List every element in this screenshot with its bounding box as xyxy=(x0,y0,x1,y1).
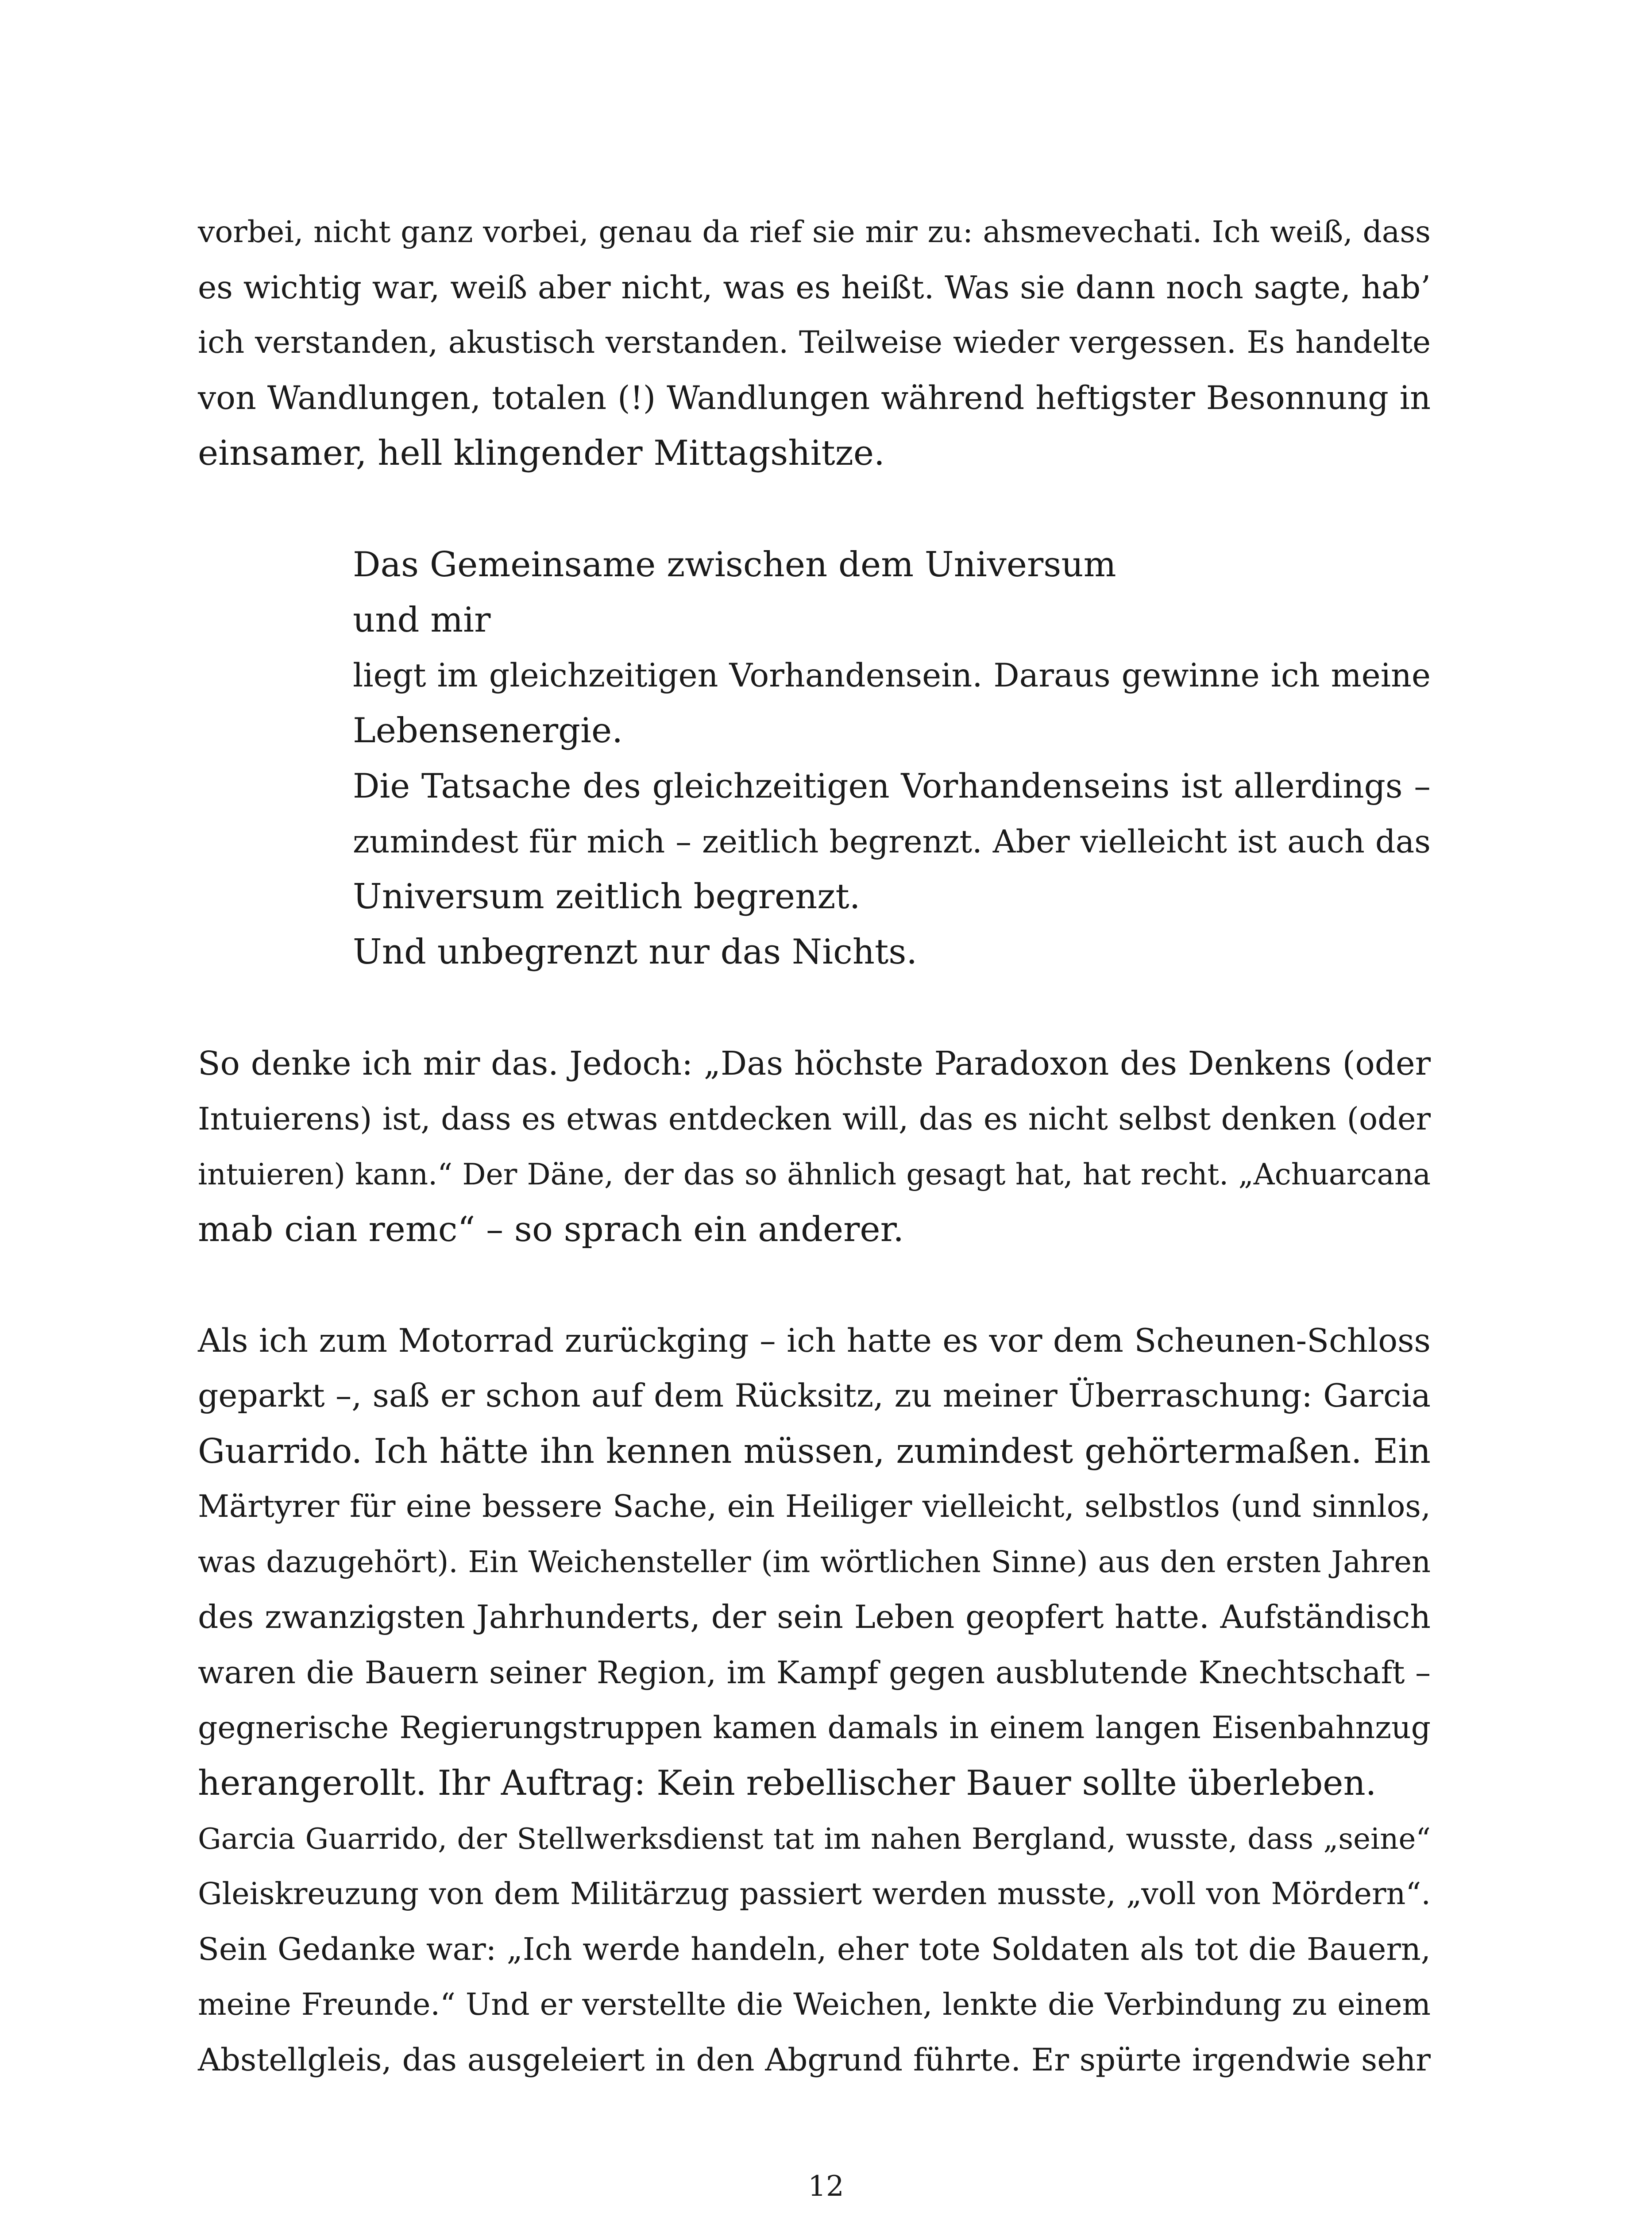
text-line: Guarrido. Ich hätte ihn kennen müssen, zumindest gehörtermaßen. Ein xyxy=(198,1432,1431,1471)
poem-line: Und unbegrenzt nur das Nichts. xyxy=(353,932,918,972)
text-line: Märtyrer für eine bessere Sache, ein Heiliger vielleicht, selbstlos (und sinnlos, xyxy=(198,1489,1431,1524)
text-line: Sein Gedanke war: „Ich werde handeln, eher tote Soldaten als tot die Bauern, xyxy=(198,1932,1431,1967)
text-line: intuieren) kann.“ Der Däne, der das so ähnlich gesagt hat, hat recht. „Achuarcana xyxy=(198,1157,1431,1191)
text-line: was dazugehört). Ein Weichensteller (im wörtlichen Sinne) aus den ersten Jahren xyxy=(198,1545,1431,1579)
poem-line: Lebensenergie. xyxy=(353,711,623,751)
text-line: Als ich zum Motorrad zurückging – ich hatte es vor dem Scheunen-Schloss xyxy=(198,1322,1431,1360)
text-line: gegnerische Regierungstruppen kamen damals in einem langen Eisenbahnzug xyxy=(198,1710,1431,1746)
poem-line: und mir xyxy=(353,600,491,640)
text-line: Gleiskreuzung von dem Militärzug passiert werden musste, „voll von Mördern“. xyxy=(198,1877,1431,1912)
text-line: von Wandlungen, totalen (!) Wandlungen während heftigster Besonnung in xyxy=(198,379,1431,417)
text-line: waren die Bauern seiner Region, im Kampf gegen ausblutende Knechtschaft – xyxy=(198,1655,1431,1691)
text-line: es wichtig war, weiß aber nicht, was es heißt. Was sie dann noch sagte, hab’ xyxy=(198,269,1431,306)
text-line: herangerollt. Ihr Auftrag: Kein rebellischer Bauer sollte überleben. xyxy=(198,1763,1377,1803)
poem-line: Universum zeitlich begrenzt. xyxy=(353,877,861,917)
poem-line: Die Tatsache des gleichzeitigen Vorhandenseins ist allerdings – xyxy=(353,767,1431,806)
page-number: 12 xyxy=(808,2170,844,2203)
poem-line: liegt im gleichzeitigen Vorhandensein. Daraus gewinne ich meine xyxy=(353,657,1431,694)
poem-line: Das Gemeinsame zwischen dem Universum xyxy=(353,545,1116,585)
text-line: geparkt –, saß er schon auf dem Rücksitz, zu meiner Überraschung: Garcia xyxy=(198,1377,1431,1415)
text-line: meine Freunde.“ Und er verstellte die Weichen, lenkte die Verbindung zu einem xyxy=(198,1987,1431,2022)
text-line: So denke ich mir das. Jedoch: „Das höchste Paradoxon des Denkens (oder xyxy=(198,1045,1431,1083)
text-line: Abstellgleis, das ausgeleiert in den Abgrund führte. Er spürte irgendwie sehr xyxy=(198,2042,1431,2078)
text-line: des zwanzigsten Jahrhunderts, der sein Leben geopfert hatte. Aufständisch xyxy=(198,1599,1431,1636)
text-line: vorbei, nicht ganz vorbei, genau da rief sie mir zu: ahsmevechati. Ich weiß, dass xyxy=(198,215,1431,250)
poem-line: zumindest für mich – zeitlich begrenzt. Aber vielleicht ist auch das xyxy=(353,823,1431,860)
text-line: einsamer, hell klingender Mittagshitze. xyxy=(198,433,885,473)
text-line: ich verstanden, akustisch verstanden. Teilweise wieder vergessen. Es handelte xyxy=(198,325,1431,360)
text-line: mab cian remc“ – so sprach ein anderer. xyxy=(198,1210,904,1249)
text-line: Intuierens) ist, dass es etwas entdecken will, das es nicht selbst denken (oder xyxy=(198,1101,1431,1137)
text-line: Garcia Guarrido, der Stellwerksdienst tat im nahen Bergland, wusste, dass „seine“ xyxy=(198,1822,1431,1856)
